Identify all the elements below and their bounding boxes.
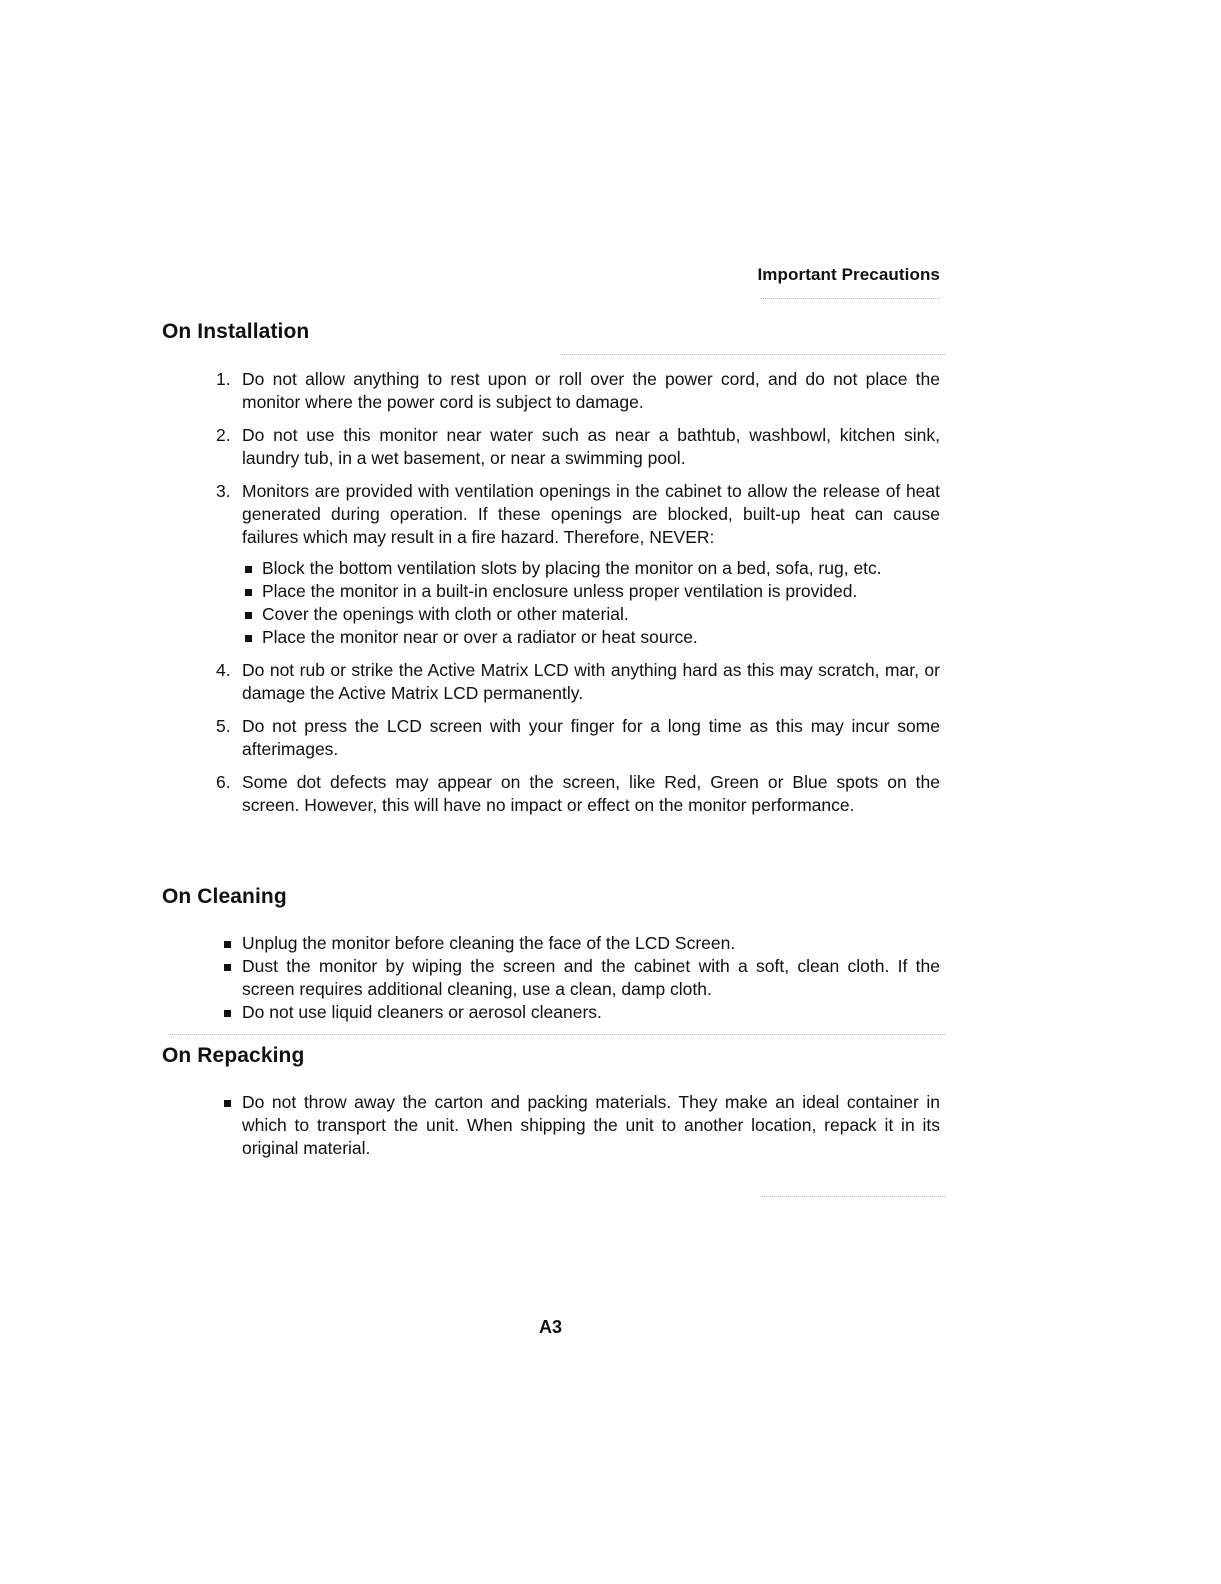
never-list [242,557,940,649]
running-header: Important Precautions [757,265,940,284]
never-item: Place the monitor near or over a radiator or heat source. [242,626,940,649]
list-item: Do not use liquid cleaners or aerosol cleaners. [222,1001,940,1024]
item-number: 4. [216,660,231,680]
list-item [216,480,940,649]
item-text: Monitors are provided with ventilation openings in the cabinet to allow the release of heat generated during operation. If these openings are blocked, built-up heat can cause failures which may result in a fire hazard. Therefore, NEVER: [242,481,940,547]
item-number: 5. [216,716,231,736]
list-item: Dust the monitor by wiping the screen and the cabinet with a soft, clean cloth. If the screen requires additional cleaning, use a clean, damp cloth. [222,955,940,1001]
item-number: 6. [216,772,231,792]
section-heading-repacking: On Repacking [162,1044,305,1067]
never-item: Place the monitor in a built-in enclosure unless proper ventilation is provided. [242,580,940,603]
scan-artifact [170,1034,945,1037]
repacking-list [222,1091,940,1160]
item-text: Do not use this monitor near water such as near a bathtub, washbowl, kitchen sink, laundry tub, in a wet basement, or near a swimming pool. [242,425,940,468]
list-item [216,368,940,414]
item-text: Some dot defects may appear on the screen, like Red, Green or Blue spots on the screen. However, this will have no impact or effect on the monitor performance. [242,772,940,815]
item-text: Do not allow anything to rest upon or roll over the power cord, and do not place the monitor where the power cord is subject to damage. [242,369,940,412]
scan-artifact [760,298,940,301]
scan-artifact [760,1196,945,1199]
item-number: 2. [216,425,231,445]
list-item: Do not throw away the carton and packing materials. They make an ideal container in which to transport the unit. When shipping the unit to another location, repack it in its original material. [222,1091,940,1160]
item-text: Do not press the LCD screen with your finger for a long time as this may incur some afterimages. [242,716,940,759]
list-item [216,424,940,470]
never-item: Cover the openings with cloth or other material. [242,603,940,626]
section-heading-installation: On Installation [162,320,310,343]
never-item: Block the bottom ventilation slots by placing the monitor on a bed, sofa, rug, etc. [242,557,940,580]
item-number: 3. [216,481,231,501]
installation-list [216,368,940,827]
cleaning-list [222,932,940,1024]
list-item [216,715,940,761]
section-heading-cleaning: On Cleaning [162,885,287,908]
item-text: Do not rub or strike the Active Matrix LCD with anything hard as this may scratch, mar, or damage the Active Matrix LCD permanently. [242,660,940,703]
page-number: A3 [538,1317,562,1337]
list-item [216,659,940,705]
scan-artifact [560,354,945,357]
list-item [216,771,940,817]
list-item: Unplug the monitor before cleaning the face of the LCD Screen. [222,932,940,955]
item-number: 1. [216,369,231,389]
